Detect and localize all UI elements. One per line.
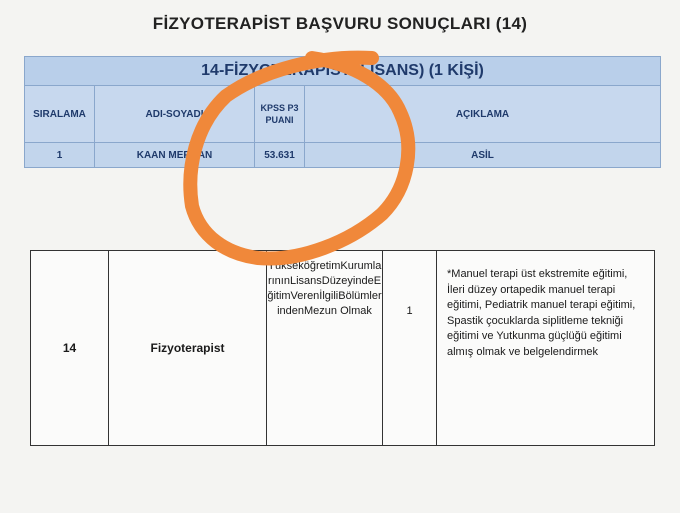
column-header-note: AÇIKLAMA (305, 86, 661, 143)
position-requirement: YükseköğretimKurumlarınınLisansDüzeyindeEğitimVerenİlgiliBölümlerindenMezun Olmak (267, 251, 383, 446)
page-title: FİZYOTERAPİST BAŞVURU SONUÇLARI (14) (152, 14, 528, 33)
column-header-name: ADI-SOYADI (95, 86, 255, 143)
table-row (31, 251, 655, 446)
table-row (25, 143, 661, 168)
cell-note: ASİL (305, 143, 661, 168)
results-column-headers (25, 86, 661, 143)
cell-rank: 1 (25, 143, 95, 168)
position-description: *Manuel terapi üst ekstremite eğitimi, İleri düzey ortapedik manuel terapi eğitimi, Pediatrik manuel terapi eğitimi, Spastik çocuklarda siplitleme tekniği eğitimi ve Yutkunma güçlüğü eğitimi almış olmak ve belgelendirmek (437, 251, 655, 446)
cell-name: KAAN MERCAN (95, 143, 255, 168)
column-header-rank: SIRALAMA (25, 86, 95, 143)
position-number: 14 (31, 251, 109, 446)
results-heading-row (25, 57, 661, 86)
position-count: 1 (383, 251, 437, 446)
column-header-score: KPSS P3 PUANI (255, 86, 305, 143)
position-table (30, 250, 655, 446)
cell-score: 53.631 (255, 143, 305, 168)
results-heading: 14-FİZYOTERAPİST (LİSANS) (1 KİŞİ) (25, 57, 661, 86)
position-title: Fizyoterapist (109, 251, 267, 446)
results-table (24, 56, 661, 168)
